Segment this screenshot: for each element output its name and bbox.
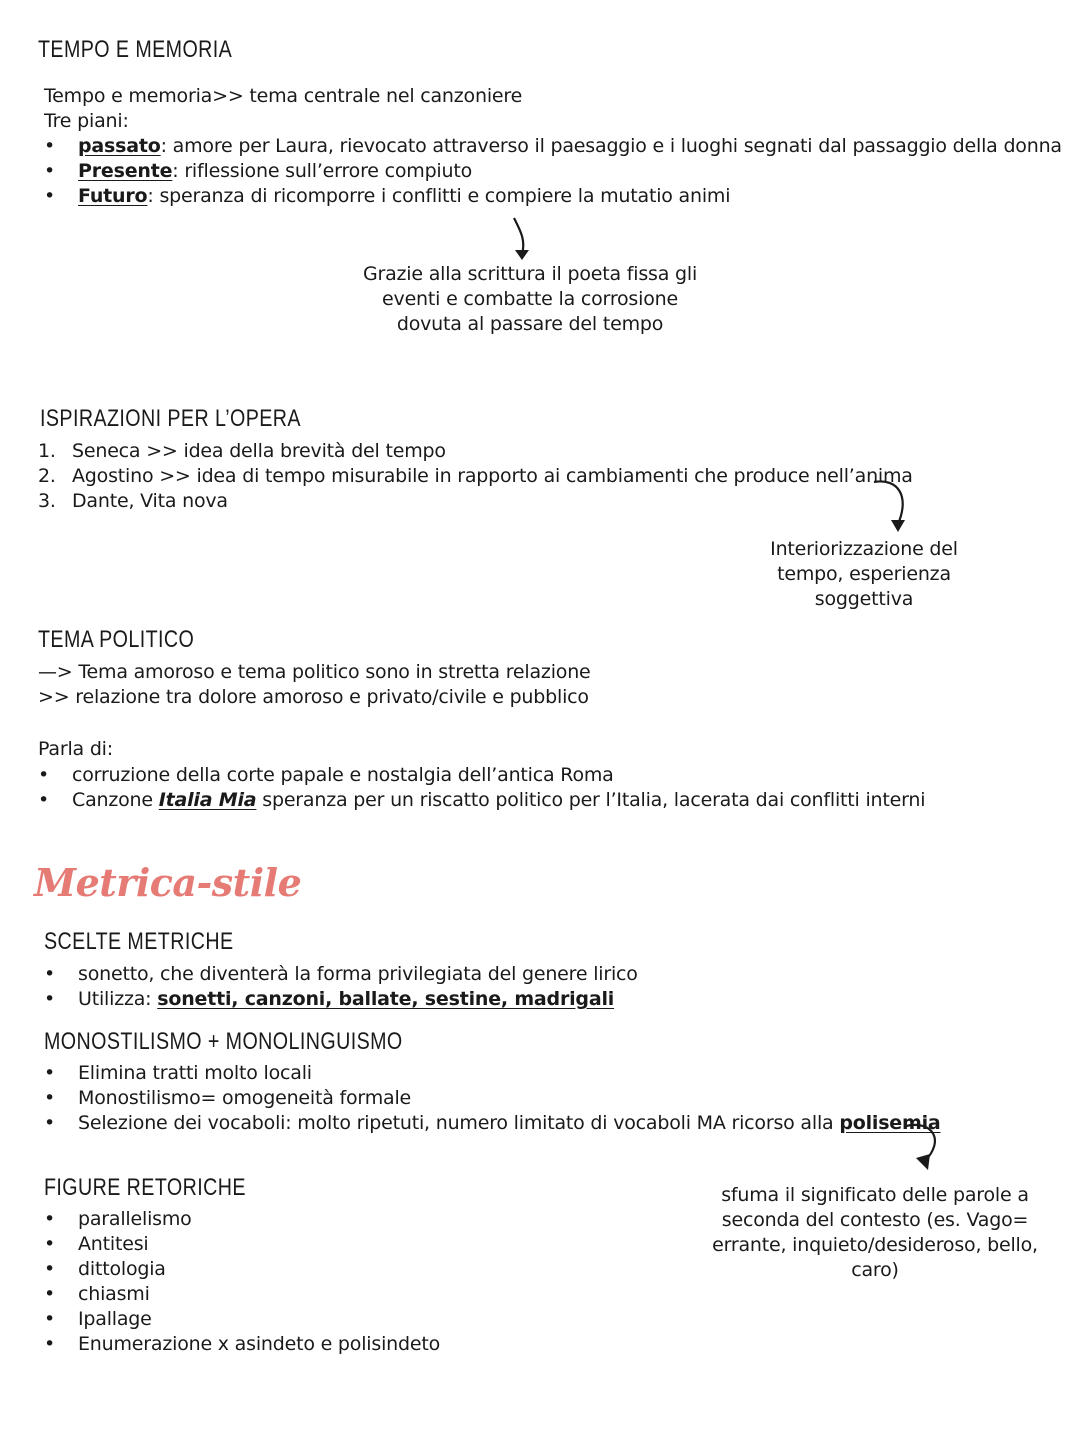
note-line: soggettiva	[814, 588, 914, 610]
item-emphasis: Italia Mia	[158, 789, 257, 811]
item-emphasis: sonetti, canzoni, ballate, sestine, madrigali	[157, 988, 615, 1010]
section-heading-tema-politico: TEMA POLITICO	[38, 626, 195, 653]
note-line: Interiorizzazione del	[770, 538, 958, 560]
note-line: eventi e combatte la corrosione	[382, 288, 678, 310]
definition: : speranza di ricomporre i conflitti e compiere la mutatio animi	[147, 185, 731, 207]
note-line: Grazie alla scrittura il poeta fissa gli	[362, 263, 698, 285]
term: Futuro	[78, 185, 148, 207]
text-line: —> Tema amoroso e tema politico sono in stretta relazione	[38, 661, 591, 683]
section-heading-figure-retoriche: FIGURE RETORICHE	[44, 1174, 246, 1201]
list-item	[78, 159, 472, 184]
curved-arrow-icon	[870, 476, 920, 536]
curved-arrow-icon	[904, 1118, 954, 1178]
note-line: errante, inquieto/desideroso, bello,	[712, 1234, 1038, 1256]
item-number: 2.	[38, 465, 56, 487]
list-item	[78, 1111, 941, 1136]
intro-line: Tempo e memoria>> tema centrale nel canzoniere	[44, 85, 523, 107]
section-title-metrica-stile: Metrica-stile	[34, 860, 302, 905]
sub-line: Tre piani:	[44, 110, 129, 132]
item-emphasis: polisemia	[839, 1112, 941, 1134]
item-number: 1.	[38, 440, 56, 462]
list-item	[78, 987, 614, 1012]
item-text: speranza per un riscatto politico per l’Italia, lacerata dai conflitti interni	[256, 789, 926, 811]
item-text: Utilizza:	[78, 988, 158, 1010]
list-item	[78, 184, 730, 209]
item-text: Seneca >> idea della brevità del tempo	[72, 440, 446, 462]
text-line: >> relazione tra dolore amoroso e privato/civile e pubblico	[38, 686, 589, 708]
item-text: Selezione dei vocaboli: molto ripetuti, numero limitato di vocaboli MA ricorso alla	[78, 1112, 840, 1134]
arrow-down-icon	[500, 216, 540, 266]
note-line: tempo, esperienza	[777, 563, 951, 585]
item-text: Dante, Vita nova	[72, 490, 228, 512]
list-item: • Elimina tratti molto locali	[78, 1061, 312, 1086]
list-item: • Enumerazione x asindeto e polisindeto	[78, 1332, 440, 1357]
list-item: • parallelismo	[78, 1207, 192, 1232]
section-heading-monostilismo: MONOSTILISMO + MONOLINGUISMO	[44, 1028, 403, 1055]
list-item	[38, 439, 446, 464]
note-line: dovuta al passare del tempo	[396, 313, 664, 335]
definition: : riflessione sull’errore compiuto	[172, 160, 473, 182]
list-item: • Antitesi	[78, 1232, 149, 1257]
list-item	[38, 464, 913, 489]
list-item: • sonetto, che diventerà la forma privilegiata del genere lirico	[78, 962, 638, 987]
list-item: • Monostilismo= omogeneità formale	[78, 1086, 411, 1111]
section-heading-scelte-metriche: SCELTE METRICHE	[44, 928, 234, 955]
list-item: • dittologia	[78, 1257, 166, 1282]
item-text: Agostino >> idea di tempo misurabile in rapporto ai cambiamenti che produce nell’anima	[72, 465, 913, 487]
term: Presente	[78, 160, 173, 182]
list-item: • chiasmi	[78, 1282, 150, 1307]
section-heading-tempo-memoria: TEMPO E MEMORIA	[38, 36, 233, 63]
text-line: Parla di:	[38, 738, 113, 760]
item-text: Canzone	[72, 789, 159, 811]
section-heading-ispirazioni: ISPIRAZIONI PER L’OPERA	[40, 405, 301, 432]
note-line: caro)	[851, 1259, 899, 1281]
definition: : amore per Laura, rievocato attraverso il paesaggio e i luoghi segnati dal passaggio della donna	[160, 135, 1062, 157]
note-line: sfuma il significato delle parole a	[721, 1184, 1029, 1206]
item-number: 3.	[38, 490, 56, 512]
list-item	[72, 788, 925, 813]
note-line: seconda del contesto (es. Vago=	[721, 1209, 1029, 1231]
list-item: • corruzione della corte papale e nostalgia dell’antica Roma	[72, 763, 614, 788]
list-item: • Ipallage	[78, 1307, 152, 1332]
list-item	[38, 489, 228, 514]
term: passato	[78, 135, 161, 157]
list-item	[78, 134, 1062, 159]
